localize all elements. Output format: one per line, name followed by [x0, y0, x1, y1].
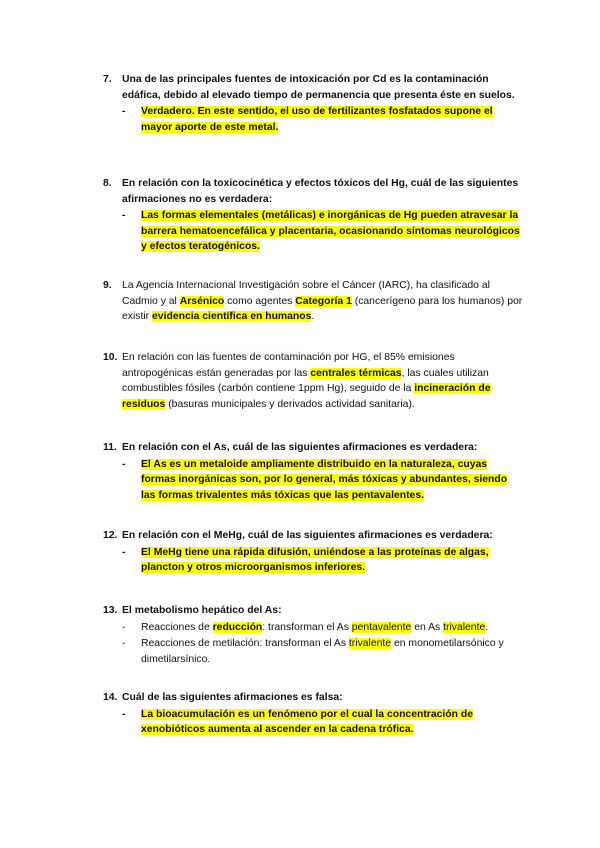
text-run: En relación con las fuentes de contaminación por HG, el 85% emisiones antropogénicas están generadas por las	[122, 352, 455, 379]
bullet-dash: -	[122, 708, 126, 720]
list-item	[141, 636, 523, 667]
text-run: Reacciones de	[141, 621, 213, 633]
bullet-dash: -	[122, 458, 126, 470]
text-run: (basuras municipales y derivados actividad sanitaria).	[165, 398, 415, 410]
bullet-dash: -	[122, 106, 126, 117]
question-text: Una de las principales fuentes de intoxicación por Cd es la contaminación edáfica, debido al elevado tiempo de permanencia que presenta éste en suelos.	[122, 74, 515, 101]
question-14	[103, 690, 523, 738]
highlight-pentavalente: pentavalente	[351, 621, 412, 633]
question-8	[103, 176, 523, 255]
text-run: en As	[411, 621, 444, 633]
highlight-trivalente: trivalente	[348, 638, 392, 649]
question-text	[122, 350, 523, 412]
highlight-trivalente: trivalente	[443, 621, 486, 633]
text-run: , las cuales utilizan combustibles fósiles (carbón contiene 1ppm Hg), seguido de la	[122, 367, 489, 394]
highlight-incineracion: incineración de residuos	[122, 383, 491, 410]
highlight-arsenico: Arsénico	[179, 295, 225, 307]
text-run: Reacciones de metilación: transforman el As	[141, 638, 349, 649]
answer-text: El MeHg tiene una rápida difusión, uniéndose a las proteínas de algas, plancton y otros microorganismos inferiores.	[141, 546, 489, 573]
text-run: en monometilarsónico y dimetilarsínico.	[141, 638, 504, 665]
answer-text: Verdadero. En este sentido, el uso de fertilizantes fosfatados supone el mayor aporte de este metal.	[141, 106, 493, 133]
question-11	[103, 440, 523, 503]
highlight-categoria: Categoría 1	[295, 295, 352, 307]
highlight-reduccion: reducción	[212, 621, 263, 633]
question-number: 12.	[103, 530, 118, 541]
question-text: En relación con el MeHg, cuál de las siguientes afirmaciones es verdadera:	[122, 530, 493, 541]
question-10	[103, 350, 523, 412]
bullet-dash: -	[122, 210, 126, 221]
text-run: (cancerígeno para los humanos) por existir	[122, 295, 523, 322]
question-number: 7.	[103, 74, 112, 85]
question-12	[103, 528, 523, 576]
answer-text: El As es un metaloide ampliamente distribuido en la naturaleza, cuyas formas inorgánicas son, por lo general, más tóxicas y abundantes, siendo las formas trivalentes más tóxicas que las pentavalentes.	[141, 458, 508, 501]
bullet-dash: -	[122, 621, 126, 633]
question-number: 9.	[103, 280, 112, 291]
answer-text: Las formas elementales (metálicas) e inorgánicas de Hg pueden atravesar la barrera hematoencefálica y placentaria, ocasionando síntomas neurológicos y efectos teratogénicos.	[141, 210, 520, 252]
text-run: : transforman el As	[262, 621, 352, 633]
question-number: 13.	[103, 605, 118, 616]
question-13	[103, 603, 523, 667]
question-9	[103, 278, 523, 325]
text-run: .	[485, 621, 489, 633]
question-7	[103, 72, 523, 135]
highlight-centrales: centrales térmicas	[310, 367, 402, 379]
highlight-evidencia: evidencia científica en humanos	[152, 311, 312, 322]
bullet-dash: -	[122, 638, 126, 649]
question-text	[122, 278, 523, 325]
answer-text: La bioacumulación es un fenómeno por el cual la concentración de xenobióticos aumenta al ascender en la cadena trófica.	[141, 708, 473, 735]
question-text: En relación con el As, cuál de las siguientes afirmaciones es verdadera:	[122, 442, 478, 453]
text-run: La Agencia Internacional Investigación sobre el Cáncer (IARC), ha clasificado al Cadmio y al	[122, 280, 490, 307]
question-number: 8.	[103, 178, 112, 189]
text-run: .	[311, 311, 315, 322]
bullet-dash: -	[122, 546, 126, 558]
question-number: 11.	[103, 442, 117, 453]
question-text: El metabolismo hepático del As:	[122, 605, 282, 616]
question-text: En relación con la toxicocinética y efectos tóxicos del Hg, cuál de las siguientes afirmaciones no es verdadera:	[122, 178, 519, 205]
question-number: 10.	[103, 352, 118, 363]
question-number: 14.	[103, 692, 118, 703]
text-run: como agentes	[224, 295, 296, 307]
list-item	[141, 620, 523, 636]
question-text: Cuál de las siguientes afirmaciones es falsa:	[122, 692, 343, 703]
